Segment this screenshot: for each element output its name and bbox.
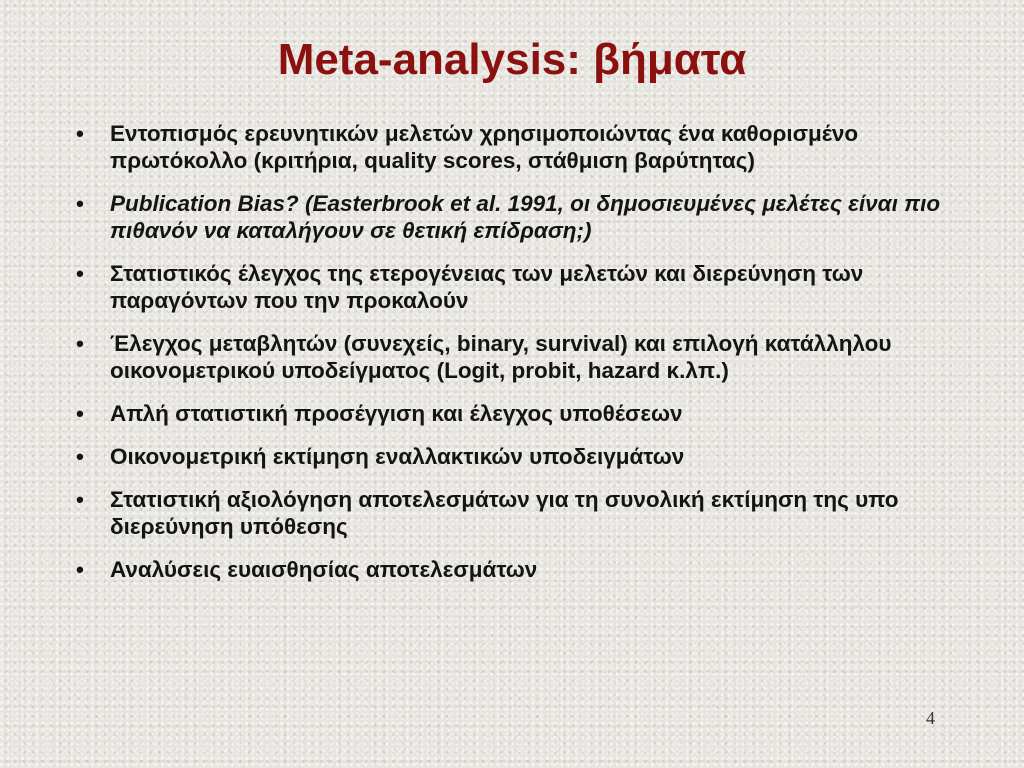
bullet-icon: •: [76, 121, 84, 146]
bullet-item-3: [76, 260, 956, 314]
bullet-icon: •: [76, 401, 84, 426]
bullet-item-2: [76, 190, 956, 244]
bullet-icon: •: [76, 331, 84, 356]
page-number: 4: [926, 708, 935, 728]
bullet-icon: •: [76, 487, 84, 512]
bullet-text-4: Έλεγχος μεταβλητών (συνεχείς, binary, survival) και επιλογή κατάλληλου οικονομετρικού υποδείγματος (Logit, probit, hazard κ.λπ.): [110, 331, 892, 383]
bullet-text-1: Εντοπισμός ερευνητικών μελετών χρησιμοποιώντας ένα καθορισμένο πρωτόκολλο (κριτήρια, quality scores, στάθμιση βαρύτητας): [110, 121, 859, 173]
bullet-text-2: Publication Bias? (Easterbrook et al. 1991, οι δημοσιευμένες μελέτες είναι πιο πιθανόν να καταλήγουν σε θετική επίδραση;): [110, 191, 941, 243]
bullet-item-5: [76, 400, 956, 427]
bullet-icon: •: [76, 557, 84, 582]
bullet-icon: •: [76, 191, 84, 216]
bullet-icon: •: [76, 261, 84, 286]
bullet-icon: •: [76, 444, 84, 469]
bullet-text-5: Απλή στατιστική προσέγγιση και έλεγχος υποθέσεων: [110, 401, 683, 426]
bullet-text-8: Αναλύσεις ευαισθησίας αποτελεσμάτων: [110, 557, 538, 582]
bullet-text-7: Στατιστική αξιολόγηση αποτελεσμάτων για τη συνολική εκτίμηση της υπο διερεύνηση υπόθεσης: [110, 487, 899, 539]
bullet-item-7: [76, 486, 956, 540]
slide-title: Meta-analysis: βήματα: [277, 35, 747, 84]
bullet-list: [76, 120, 956, 599]
bullet-item-6: [76, 443, 956, 470]
bullet-item-1: [76, 120, 956, 174]
bullet-text-6: Οικονομετρική εκτίμηση εναλλακτικών υποδειγμάτων: [110, 444, 685, 469]
bullet-item-8: [76, 556, 956, 583]
bullet-text-3: Στατιστικός έλεγχος της ετερογένειας των μελετών και διερεύνηση των παραγόντων που την προκαλούν: [110, 261, 864, 313]
bullet-item-4: [76, 330, 956, 384]
